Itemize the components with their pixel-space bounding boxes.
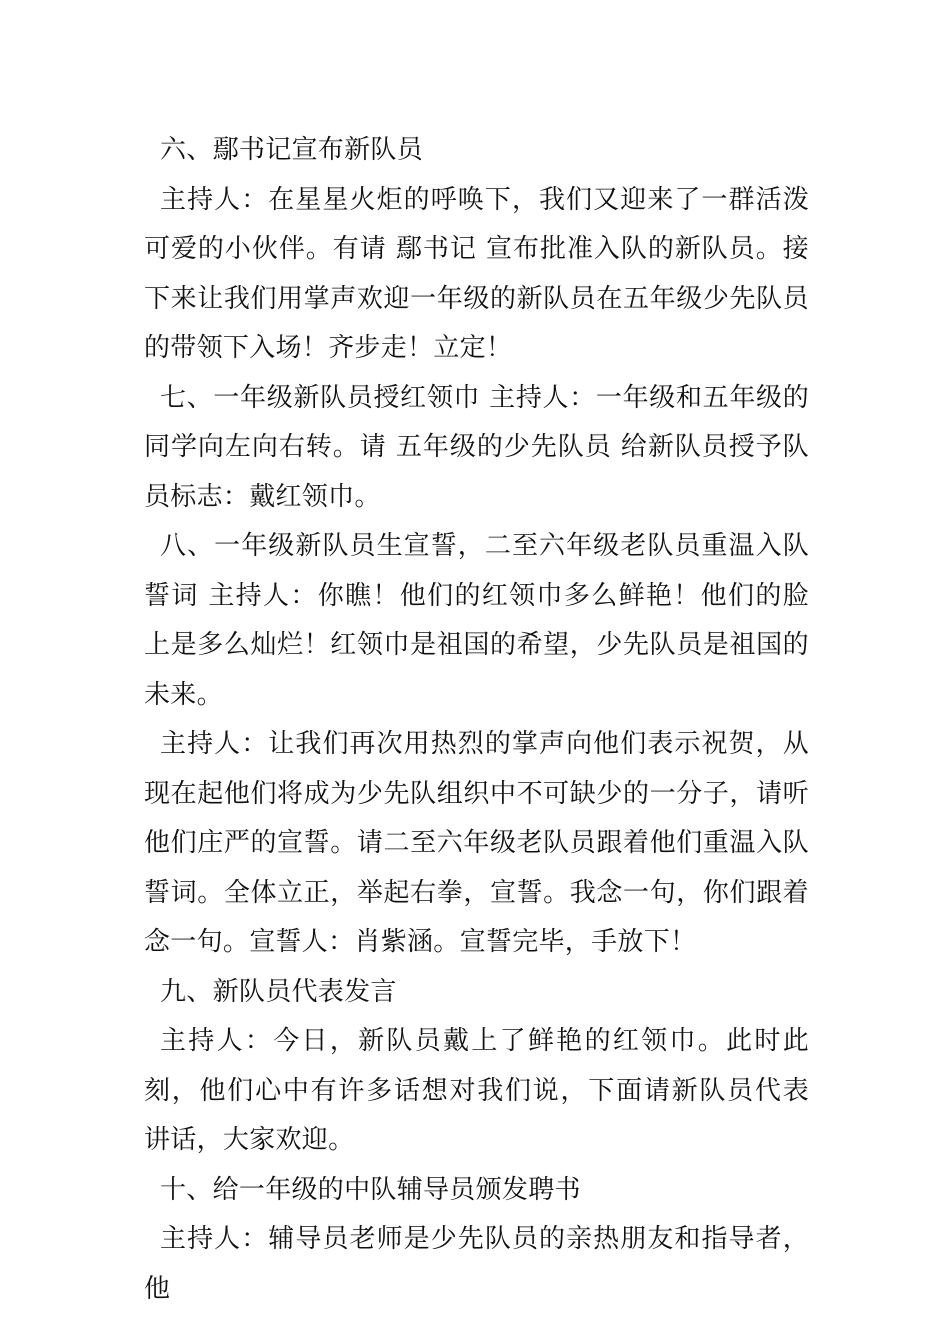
section-7-paragraph: 七、一年级新队员授红领巾 主持人：一年级和五年级的同学向左向右转。请 五年级的少先队员 给新队员授予队员标志：戴红领巾。: [144, 382, 809, 512]
section-heading-9: 九、新队员代表发言: [160, 976, 397, 1007]
section-heading-6: 六、鄢书记宣布新队员: [160, 135, 424, 165]
host-oath-paragraph: 主持人：让我们再次用热烈的掌声向他们表示祝贺，从现在起他们将成为少先队组织中不可缺少的一分子，请听他们庄严的宣誓。请二至六年级老队员跟着他们重温入队誓词。全体立正，举起右拳，宣誓。我念一句，你们跟着念一句。宣誓人：肖紫涵。宣誓完毕，手放下！: [144, 729, 809, 957]
host-counselor-paragraph: 主持人：辅导员老师是少先队员的亲热朋友和指导者，他: [144, 1224, 809, 1304]
section-heading-10: 十、给一年级的中队辅导员颁发聘书: [160, 1174, 581, 1205]
section-8-paragraph: 八、一年级新队员生宣誓，二至六年级老队员重温入队誓词 主持人：你瞧！他们的红领巾多么鲜艳！他们的脸上是多么灿烂！红领巾是祖国的希望，少先队员是祖国的未来。: [144, 531, 809, 710]
document-body: [144, 126, 809, 1314]
host-representative-paragraph: 主持人：今日，新队员戴上了鲜艳的红领巾。此时此刻，他们心中有许多话想对我们说，下面请新队员代表 讲话，大家欢迎。: [144, 1026, 809, 1155]
host-speech-paragraph: 主持人：在星星火炬的呼唤下，我们又迎来了一群活泼可爱的小伙伴。有请 鄢书记 宣布批准入队的新队员。接下来让我们用掌声欢迎一年级的新队员在五年级少先队员的带领下入场！齐步走！立定！: [144, 184, 809, 363]
